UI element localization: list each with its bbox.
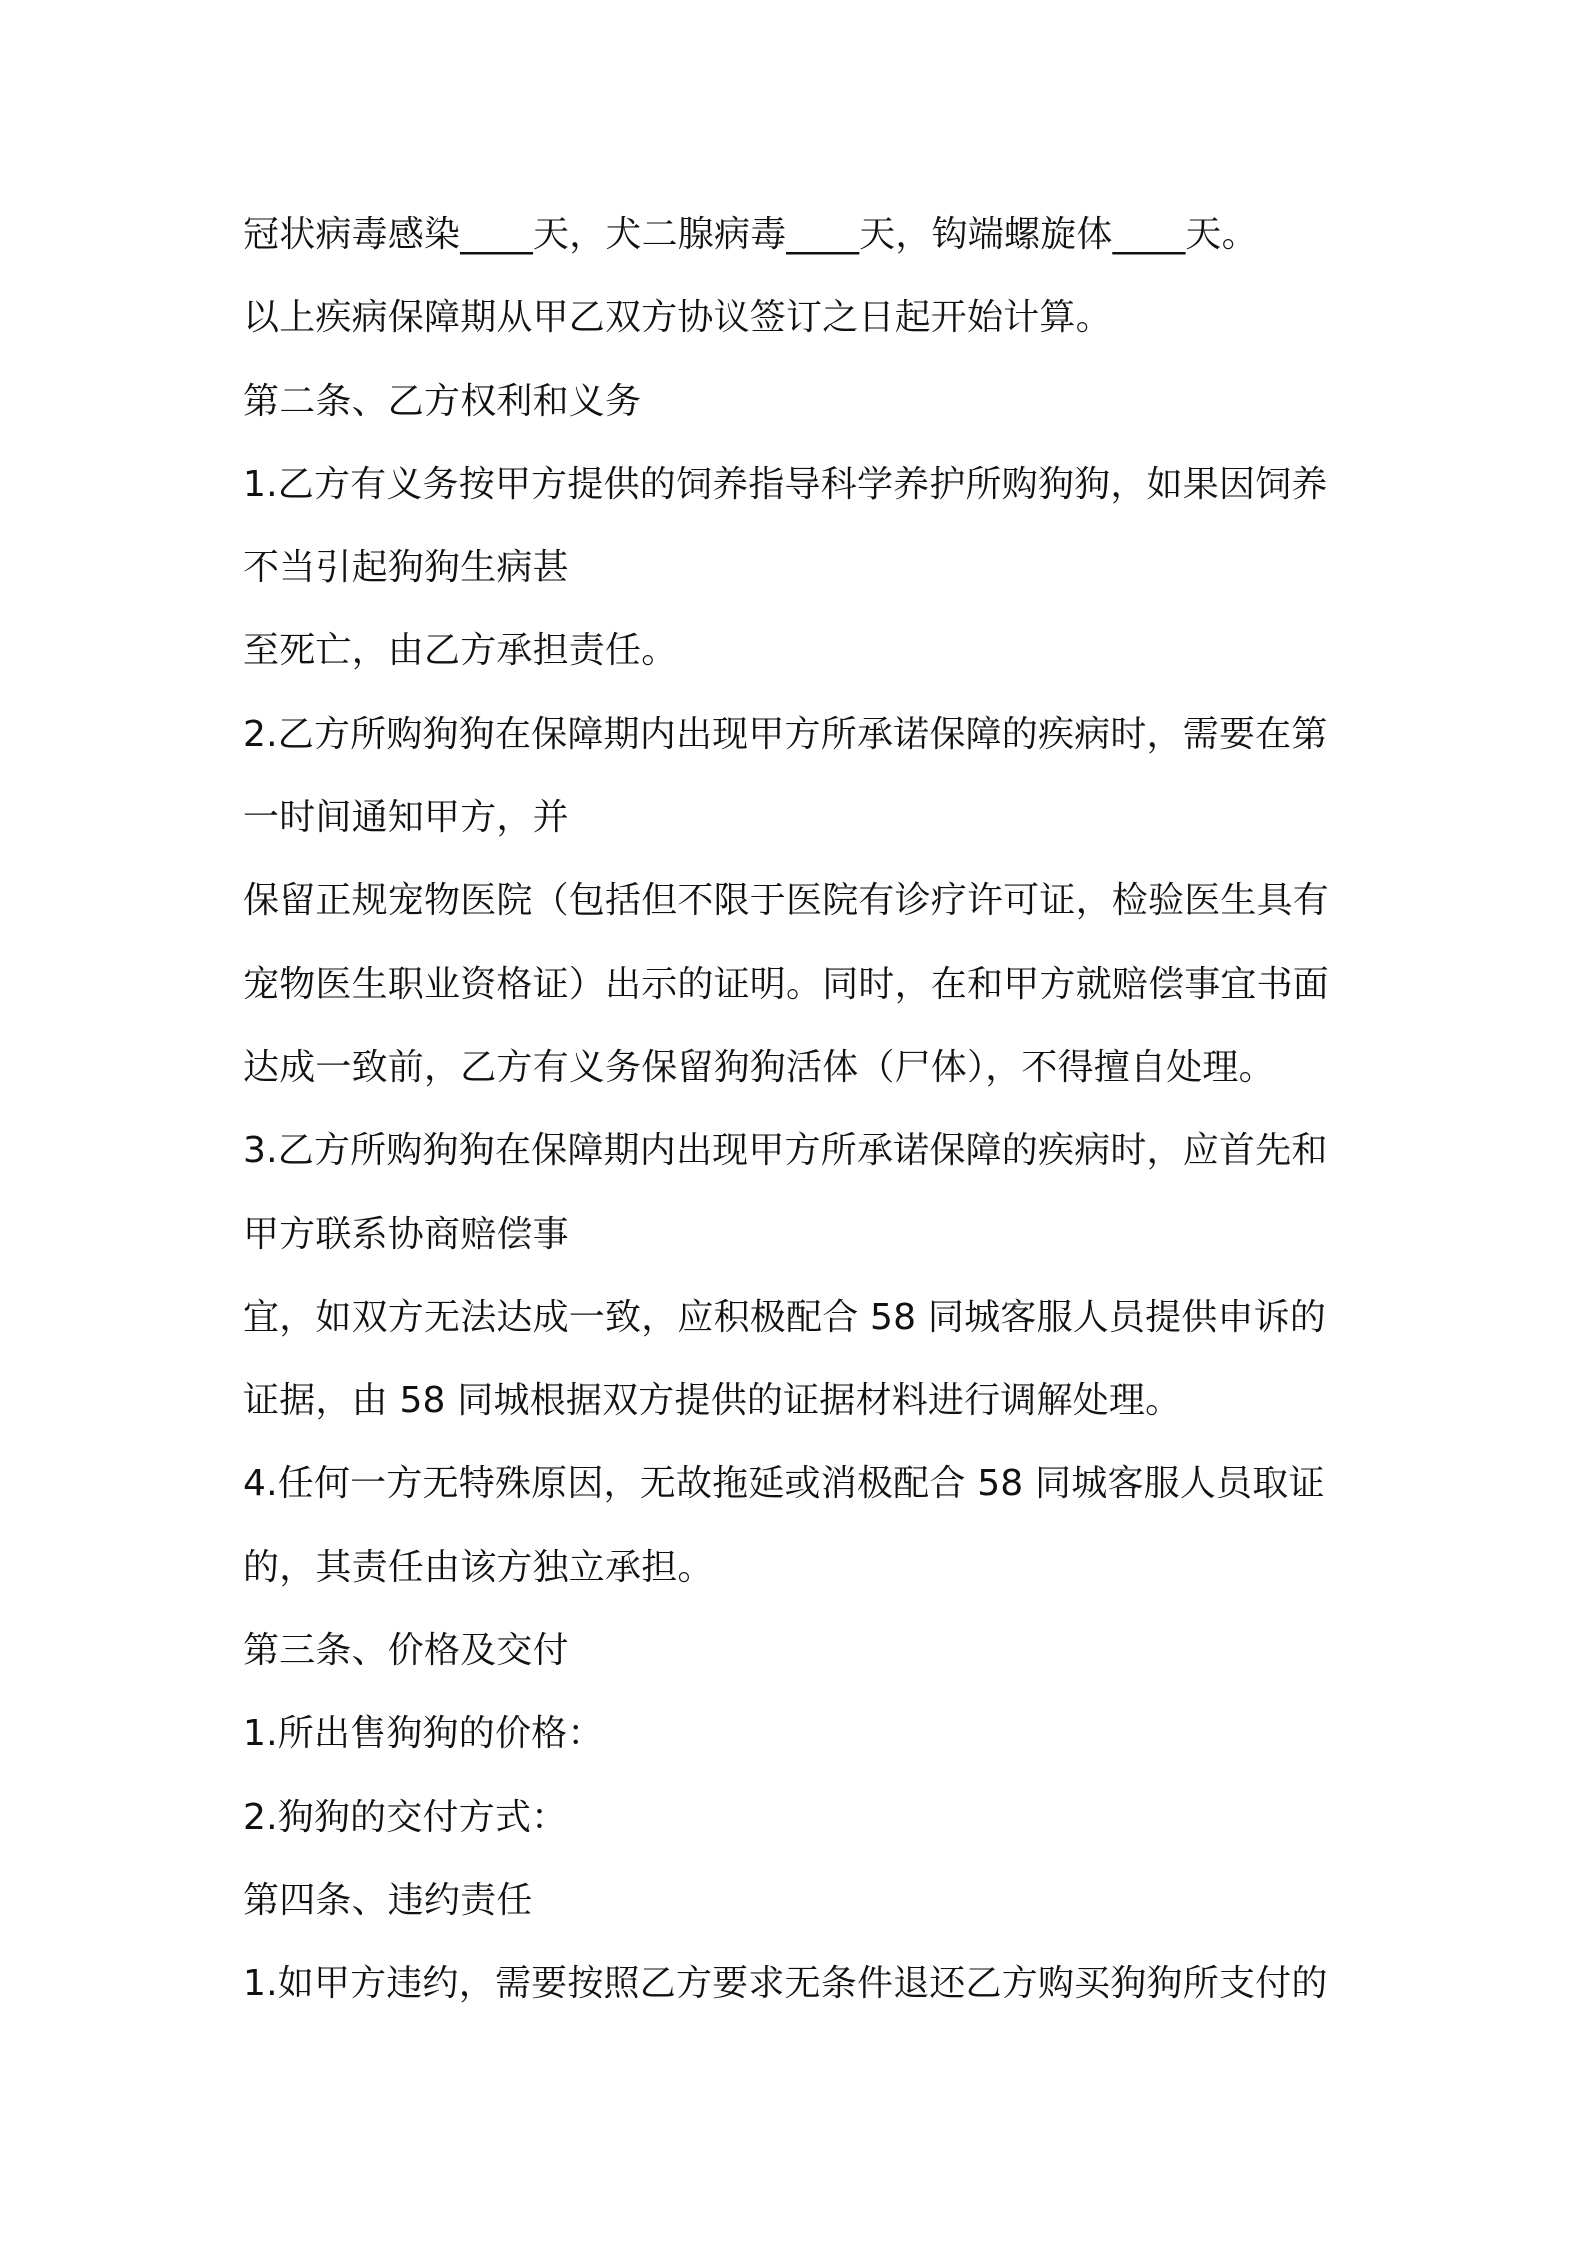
text-line-clause-2-3c: 宜，如双方无法达成一致，应积极配合 58 同城客服人员提供申诉的 xyxy=(243,1296,1327,1338)
text-line-clause-2-4a: 4.任何一方无特殊原因，无故拖延或消极配合 58 同城客服人员取证 xyxy=(243,1463,1325,1505)
section-heading-article-3: 第三条、价格及交付 xyxy=(243,1630,569,1672)
text-line-clause-2-4b: 的，其责任由该方独立承担。 xyxy=(243,1546,714,1588)
text-line-disease-periods: 冠状病毒感染____天，犬二腺病毒____天，钩端螺旋体____天。 xyxy=(243,214,1258,255)
text-line-guarantee-start: 以上疾病保障期从甲乙双方协议签订之日起开始计算。 xyxy=(243,297,1112,339)
document-body xyxy=(243,193,1363,2026)
text-line-clause-2-2a: 2.乙方所购狗狗在保障期内出现甲方所承诺保障的疾病时，需要在第 xyxy=(243,713,1328,755)
text-line-clause-2-1c: 至死亡，由乙方承担责任。 xyxy=(243,630,678,672)
text-line-clause-2-2e: 达成一致前，乙方有义务保留狗狗活体（尸体），不得擅自处理。 xyxy=(243,1046,1275,1088)
section-heading-article-4: 第四条、违约责任 xyxy=(243,1879,533,1921)
text-line-clause-2-3b: 甲方联系协商赔偿事 xyxy=(243,1213,569,1255)
text-line-clause-2-1a: 1.乙方有义务按甲方提供的饲养指导科学养护所购狗狗，如果因饲养 xyxy=(243,463,1328,505)
text-line-clause-4-1: 1.如甲方违约，需要按照乙方要求无条件退还乙方购买狗狗所支付的 xyxy=(243,1963,1328,2005)
text-line-clause-3-2: 2.狗狗的交付方式： xyxy=(243,1796,568,1838)
text-line-clause-2-2c: 保留正规宠物医院（包括但不限于医院有诊疗许可证，检验医生具有 xyxy=(243,880,1330,922)
text-line-clause-2-2d: 宠物医生职业资格证）出示的证明。同时，在和甲方就赔偿事宜书面 xyxy=(243,963,1330,1005)
text-line-clause-2-3a: 3.乙方所购狗狗在保障期内出现甲方所承诺保障的疾病时，应首先和 xyxy=(243,1130,1328,1172)
text-line-clause-3-1: 1.所出售狗狗的价格： xyxy=(243,1713,604,1755)
text-line-clause-2-2b: 一时间通知甲方，并 xyxy=(243,797,569,839)
text-line-clause-2-1b: 不当引起狗狗生病甚 xyxy=(243,547,569,589)
section-heading-article-2: 第二条、乙方权利和义务 xyxy=(243,380,642,422)
text-line-clause-2-3d: 证据，由 58 同城根据双方提供的证据材料进行调解处理。 xyxy=(243,1380,1182,1422)
